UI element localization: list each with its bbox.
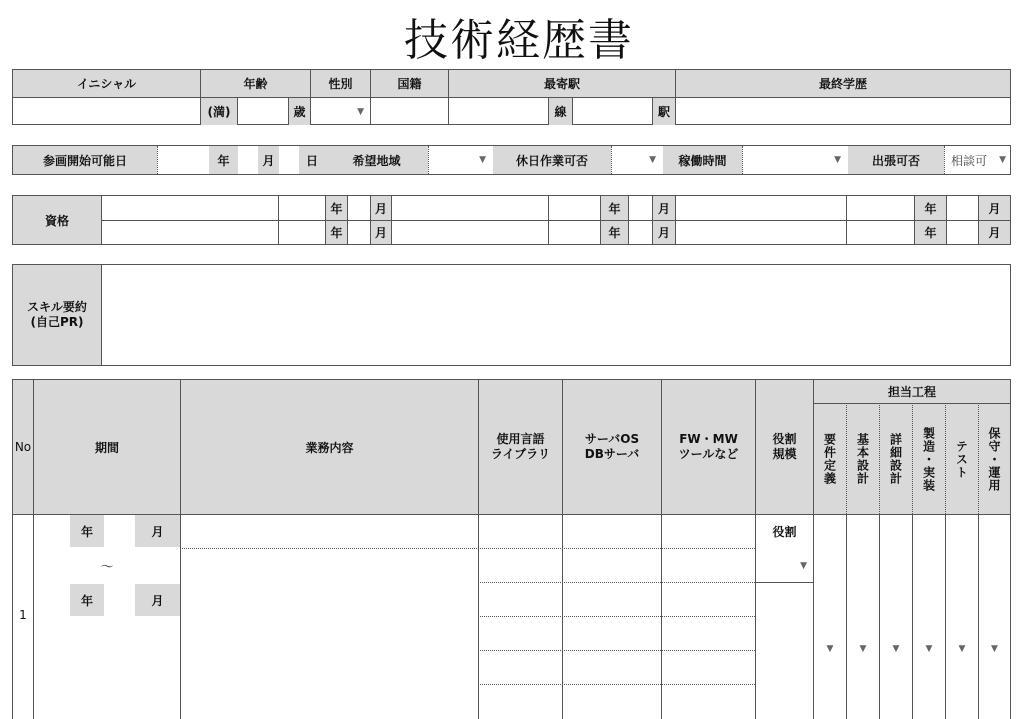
phase-implementation: [913, 404, 945, 514]
chevron-down-icon: ▼: [826, 644, 834, 654]
header-language: [479, 380, 562, 514]
chevron-down-icon: ▼: [991, 644, 998, 654]
header-no: No: [14, 440, 32, 454]
header-role-line2: 規模: [772, 447, 797, 461]
skill-summary-input[interactable]: [102, 265, 1010, 365]
chevron-down-icon: ▼: [859, 644, 867, 654]
header-language-line2: ライブラリ: [490, 447, 551, 461]
station-label: 駅: [653, 98, 675, 125]
work-title-input[interactable]: [181, 515, 478, 548]
chevron-down-icon: ▼: [800, 560, 807, 571]
phase-maintenance-label: 保守・運用: [987, 426, 1001, 492]
qualifications-label: 資格: [13, 196, 101, 244]
header-work: 業務内容: [305, 440, 354, 455]
chevron-down-icon: ▼: [925, 644, 933, 654]
phase-requirements-select[interactable]: [814, 630, 846, 668]
header-server-line2: DBサーバ: [584, 447, 640, 461]
header-framework: [662, 380, 755, 514]
qual-month-label: 月: [979, 221, 1010, 244]
phase-test-label: テスト: [954, 439, 969, 479]
phase-basic-design: [847, 404, 879, 514]
age-prefix: (満): [201, 98, 237, 125]
phase-requirements: [814, 404, 846, 514]
period-tilde: ～: [100, 559, 114, 575]
start-year-label: 年: [209, 146, 238, 174]
qual-month-label: 月: [653, 221, 675, 244]
chevron-down-icon: ▼: [892, 644, 900, 654]
header-period: 期間: [94, 440, 119, 455]
age-suffix: 歳: [289, 98, 310, 125]
initial-input[interactable]: [13, 98, 200, 125]
phase-implementation-select[interactable]: [913, 630, 945, 668]
start-month-label: 月: [258, 146, 279, 174]
header-role: [756, 380, 813, 514]
chevron-down-icon: ▼: [958, 644, 966, 654]
header-framework-line2: ツールなど: [678, 447, 739, 461]
period-start-year-label: 年: [70, 515, 104, 547]
nationality-input[interactable]: [371, 98, 448, 125]
phase-detail-design-label: 詳細設計: [888, 433, 903, 485]
header-education: 最終学歴: [818, 77, 867, 91]
phase-implementation-label: 製造・実装: [921, 426, 936, 492]
phase-detail-design: [880, 404, 912, 514]
hours-label: 稼働時間: [663, 146, 742, 174]
chevron-down-icon: ▼: [999, 155, 1006, 165]
region-label: 希望地域: [325, 146, 428, 174]
role-label: 役割: [772, 525, 797, 539]
page-title: 技術経歴書: [404, 15, 634, 66]
start-date-label: 参画開始可能日: [13, 146, 157, 174]
header-nearest-station: 最寄駅: [543, 77, 580, 91]
start-day-label: 日: [299, 146, 325, 174]
travel-label: 出張可否: [848, 146, 944, 174]
qual-year-label: 年: [601, 221, 628, 244]
start-year-input[interactable]: [158, 146, 209, 174]
station-input[interactable]: [573, 98, 652, 125]
start-day-input[interactable]: [279, 146, 299, 174]
header-nationality: 国籍: [397, 77, 422, 91]
chevron-down-icon: ▼: [479, 155, 486, 165]
period-end-year-label: 年: [70, 584, 104, 616]
qual-month-label: 月: [979, 196, 1010, 220]
phase-basic-design-label: 基本設計: [855, 433, 870, 485]
qual-year-label: 年: [326, 196, 347, 220]
age-input[interactable]: [238, 98, 288, 125]
phase-requirements-label: 要件定義: [822, 433, 837, 485]
chevron-down-icon: ▼: [649, 155, 656, 165]
phase-test: [946, 404, 978, 514]
period-end-month-label: 月: [135, 584, 180, 616]
gender-select[interactable]: [311, 98, 370, 125]
header-framework-line1: FW・MW: [679, 432, 738, 446]
header-language-line1: 使用言語: [496, 432, 545, 446]
phase-basic-design-select[interactable]: [847, 630, 879, 668]
education-input[interactable]: [676, 98, 1010, 125]
header-gender: 性別: [328, 77, 353, 91]
line-label: 線: [549, 98, 572, 125]
qual-year-label: 年: [915, 221, 946, 244]
qual-year-label: 年: [915, 196, 946, 220]
phase-maintenance-select[interactable]: [979, 630, 1010, 668]
chevron-down-icon: ▼: [357, 106, 364, 117]
header-initial: イニシャル: [76, 77, 137, 91]
header-server-line1: サーバOS: [584, 432, 640, 446]
line-input[interactable]: [449, 98, 548, 125]
row-number: 1: [19, 607, 27, 622]
qual-year-label: 年: [601, 196, 628, 220]
header-age: 年齢: [243, 77, 268, 91]
header-role-line1: 役割: [772, 432, 797, 446]
skill-summary-label: [13, 265, 101, 365]
holiday-label: 休日作業可否: [493, 146, 611, 174]
hours-select[interactable]: [743, 146, 847, 174]
start-month-input[interactable]: [238, 146, 258, 174]
period-start-month-label: 月: [135, 515, 180, 547]
work-detail-input[interactable]: [181, 549, 478, 714]
header-process: 担当工程: [887, 385, 936, 399]
chevron-down-icon: ▼: [834, 155, 841, 165]
qual-month-label: 月: [653, 196, 675, 220]
phase-test-select[interactable]: [946, 630, 978, 668]
holiday-select[interactable]: [612, 146, 662, 174]
role-select[interactable]: [756, 549, 813, 582]
header-server: [563, 380, 661, 514]
skill-label-line2: (自己PR): [30, 315, 84, 329]
travel-select[interactable]: [945, 146, 1010, 174]
qual-year-label: 年: [326, 221, 347, 244]
qual-month-label: 月: [371, 196, 391, 220]
phase-maintenance: [979, 404, 1010, 514]
travel-value: 相談可: [951, 153, 988, 168]
skill-label-line1: スキル要約: [27, 300, 87, 314]
region-select[interactable]: [429, 146, 492, 174]
phase-detail-design-select[interactable]: [880, 630, 912, 668]
qual-month-label: 月: [371, 221, 391, 244]
